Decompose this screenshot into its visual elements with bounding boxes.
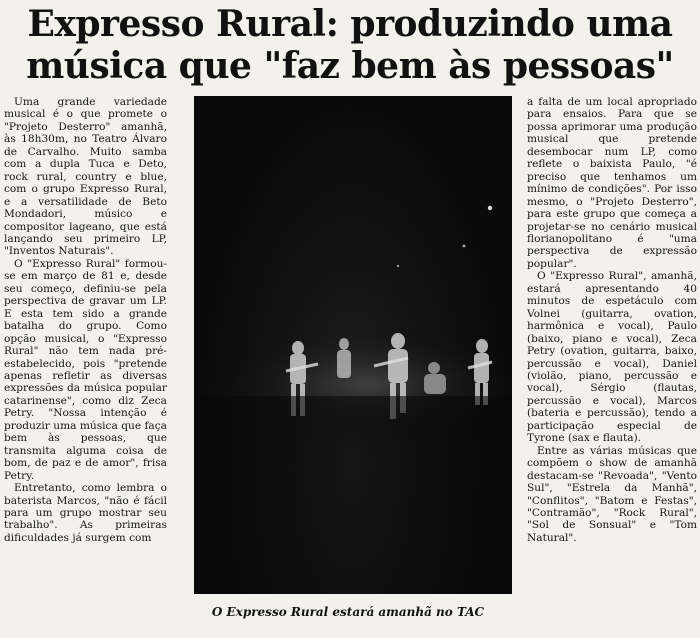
- left-paragraph-3: Entretanto, como lembra o baterista Marcos, "não é fácil para um grupo mostrar seu trabalho". As primeiras dificuldades já surgem com: [4, 482, 167, 544]
- headline-line-1: Expresso Rural: produzindo uma: [27, 3, 673, 45]
- right-column: [527, 96, 697, 544]
- right-paragraph-3: Entre as várias músicas que compõem o show de amanhã destacam-se "Revoada", "Vento Sul", "Estrela da Manhã", "Conflitos", "Batom e Festas", "Contramão", "Rock Rural", "Sol de Sonsual" e "Tom Natural".: [527, 444, 697, 544]
- left-paragraph-2: O "Expresso Rural" formou-se em março de 81 e, desde seu começo, definiu-se pela perspectiva de gravar um LP. E esta tem sido a grande batalha do grupo. Como opção musical, o "Expresso Rural" não tem nada pré-estabelecido, pois "pretende apenas refletir as diversas expressões da música popular catarinense", como diz Zeca Petry. "Nossa intenção é produzir uma música que faça bem às pessoas, que transmita alguma coisa de bom, de paz e de amor", frisa Petry.: [4, 257, 167, 482]
- right-paragraph-2: O "Expresso Rural", amanhã, estará apresentando 40 minutos de espetáculo com Volnei (guitarra, ovation, harmônica e vocal), Paulo (baixo, piano e vocal), Zeca Petry (ovation, guitarra, baixo, percussão e vocal), Daniel (violão, piano, percussão e vocal), Sérgio (flautas, percussão e vocal), Marcos (bateria e percussão), tendo a participação especial de Tyrone (sax e flauta).: [527, 270, 697, 445]
- headline-line-2: música que "faz bem às pessoas": [26, 45, 674, 87]
- left-paragraph-1: Uma grande variedade musical é o que promete o "Projeto Desterro" amanhã, às 18h30m, no Teatro Álvaro de Carvalho. Muito samba com a dupla Tuca e Deto, rock rural, country e blue, com o grupo Expresso Rural, e a versatilidade de Beto Mondadori, músico e compositor lageano, que está lançando seu primeiro LP, "Inventos Naturais".: [4, 96, 167, 258]
- right-paragraph-1: a falta de um local apropriado para ensaios. Para que se possa aprimorar uma produção musical que pretende desembocar num LP, como reflete o baixista Paulo, "é preciso que tenhamos um mínimo de condições". Por isso mesmo, o "Projeto Desterro", para este grupo que começa a projetar-se no cenário musical florianopolitano é "uma perspectiva de expressão popular".: [527, 96, 697, 270]
- photo-frame: [172, 84, 524, 636]
- stage-scene-icon: [194, 96, 512, 594]
- band-on-stage-photo: [194, 96, 512, 594]
- photo-caption: O Expresso Rural estará amanhã no TAC: [211, 605, 485, 619]
- left-column: [4, 96, 167, 544]
